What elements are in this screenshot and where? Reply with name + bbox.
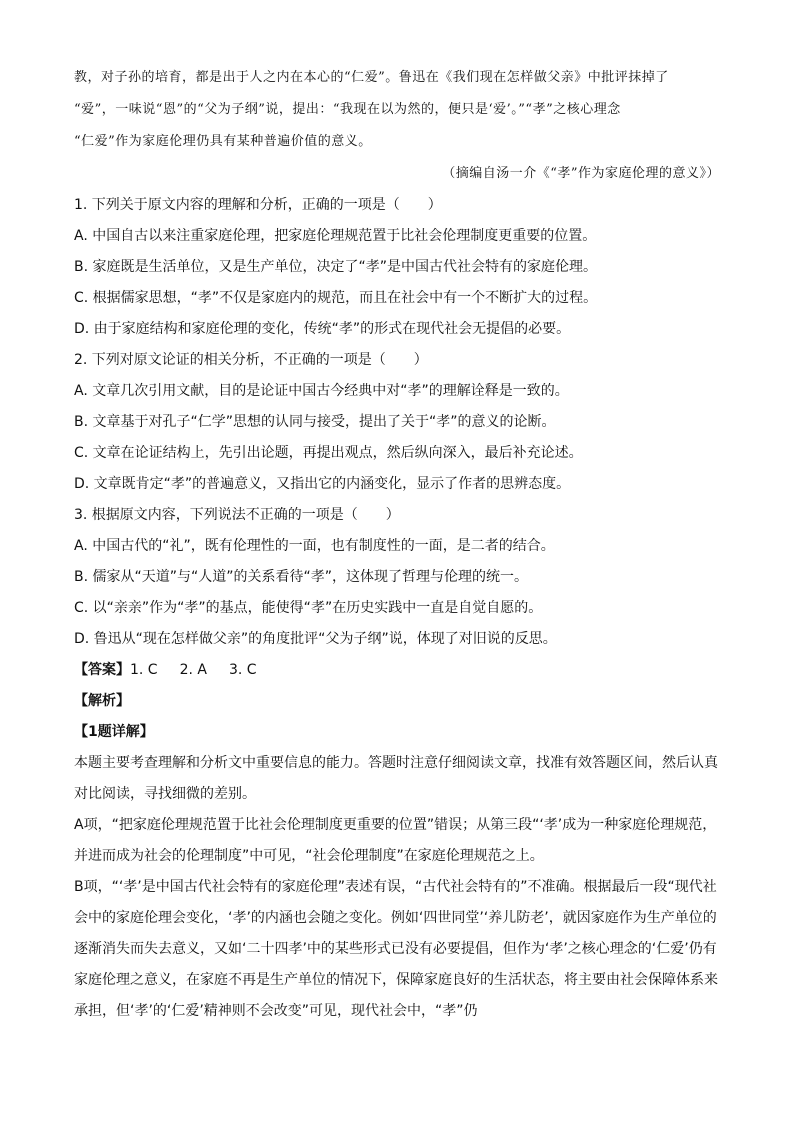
question-option: A. 中国古代的“礼”，既有伦理性的一面，也有制度性的一面，是二者的结合。 xyxy=(74,538,555,554)
analysis-paragraph: 本题主要考查理解和分析文中重要信息的能力。答题时注意仔细阅读文章，找准有效答题区间，然后认真对比阅读，寻找细微的差别。 xyxy=(74,755,718,802)
question-stem: 3. 根据原文内容，下列说法不正确的一项是（ ） xyxy=(74,507,400,523)
analysis-detail-tag: 【1题详解】 xyxy=(74,724,154,740)
passage-line: 教，对子孙的培育，都是出于人之内在本心的“仁爱”。鲁迅在《我们现在怎样做父亲》中批评抹掉了 xyxy=(74,70,669,85)
question-option: D. 鲁迅从“现在怎样做父亲”的角度批评“父为子纲”说，体现了对旧说的反思。 xyxy=(74,631,557,647)
question-option: C. 以“亲亲”作为“孝”的基点，能使得“孝”在历史实践中一直是自觉自愿的。 xyxy=(74,600,543,616)
passage-source: （摘编自汤一介《“孝”作为家庭伦理的意义》） xyxy=(442,166,720,181)
question-stem: 1. 下列关于原文内容的理解和分析，正确的一项是（ ） xyxy=(74,197,442,213)
questions-section xyxy=(74,190,720,1027)
question-option: B. 家庭既是生活单位，又是生产单位，决定了“孝”是中国古代社会特有的家庭伦理。 xyxy=(74,259,598,275)
passage-text xyxy=(74,62,720,190)
answer-line xyxy=(74,655,720,686)
answer-item: 1. C xyxy=(130,662,158,678)
question-option: B. 儒家从“天道”与“人道”的关系看待“孝”，这体现了哲理与伦理的统一。 xyxy=(74,569,529,585)
analysis-paragraph: B项，“‘孝’是中国古代社会特有的家庭伦理”表述有误，“古代社会特有的”不准确。根据最后一段“现代社会中的家庭伦理会变化，‘孝’的内涵也会随之变化。例如‘四世同堂’‘养儿防老’，就因家庭作为生产单位的逐渐消失而失去意义，又如‘二十四孝’中的某些形式已没有必要提倡，但作为‘孝’之核心理念的‘仁爱’仍有家庭伦理之意义，在家庭不再是生产单位的情况下，保障家庭良好的生活状态，将主要由社会保障体系来承担，但‘孝’的‘仁爱’精神则不会改变”可见，现代社会中，“孝”仍 xyxy=(74,879,718,1019)
analysis-tag: 【解析】 xyxy=(74,693,130,709)
question-option: B. 文章基于对孔子“仁学”思想的认同与接受，提出了关于“孝”的意义的论断。 xyxy=(74,414,556,430)
question-option: C. 文章在论证结构上，先引出论题，再提出观点，然后纵向深入，最后补充论述。 xyxy=(74,445,583,461)
answer-item: 3. C xyxy=(228,662,257,678)
question-option: D. 由于家庭结构和家庭伦理的变化，传统“孝”的形式在现代社会无提倡的必要。 xyxy=(74,321,571,337)
question-option: D. 文章既肯定“孝”的普遍意义，又指出它的内涵变化，显示了作者的思辨态度。 xyxy=(74,476,571,492)
passage-line: “仁爱”作为家庭伦理仍具有某种普遍价值的意义。 xyxy=(74,134,372,149)
question-option: C. 根据儒家思想，“孝”不仅是家庭内的规范，而且在社会中有一个不断扩大的过程。 xyxy=(74,290,598,306)
analysis-paragraph: A项，“把家庭伦理规范置于比社会伦理制度更重要的位置”错误；从第三段“‘孝’成为一种家庭伦理规范，并进而成为社会的伦理制度”中可见，“社会伦理制度”在家庭伦理规范之上。 xyxy=(74,817,717,864)
passage-line: “爱”，一味说“恩”的“父为子纲”说，提出：“我现在以为然的，便只是‘爱’。”“孝”之核心理念 xyxy=(74,102,621,117)
question-stem: 2. 下列对原文论证的相关分析，不正确的一项是（ ） xyxy=(74,352,428,368)
answer-tag: 【答案】 xyxy=(74,662,130,678)
question-option: A. 文章几次引用文献，目的是论证中国古今经典中对“孝”的理解诠释是一致的。 xyxy=(74,383,569,399)
answer-item: 2. A xyxy=(179,662,207,678)
question-option: A. 中国自古以来注重家庭伦理，把家庭伦理规范置于比社会伦理制度更重要的位置。 xyxy=(74,228,597,244)
